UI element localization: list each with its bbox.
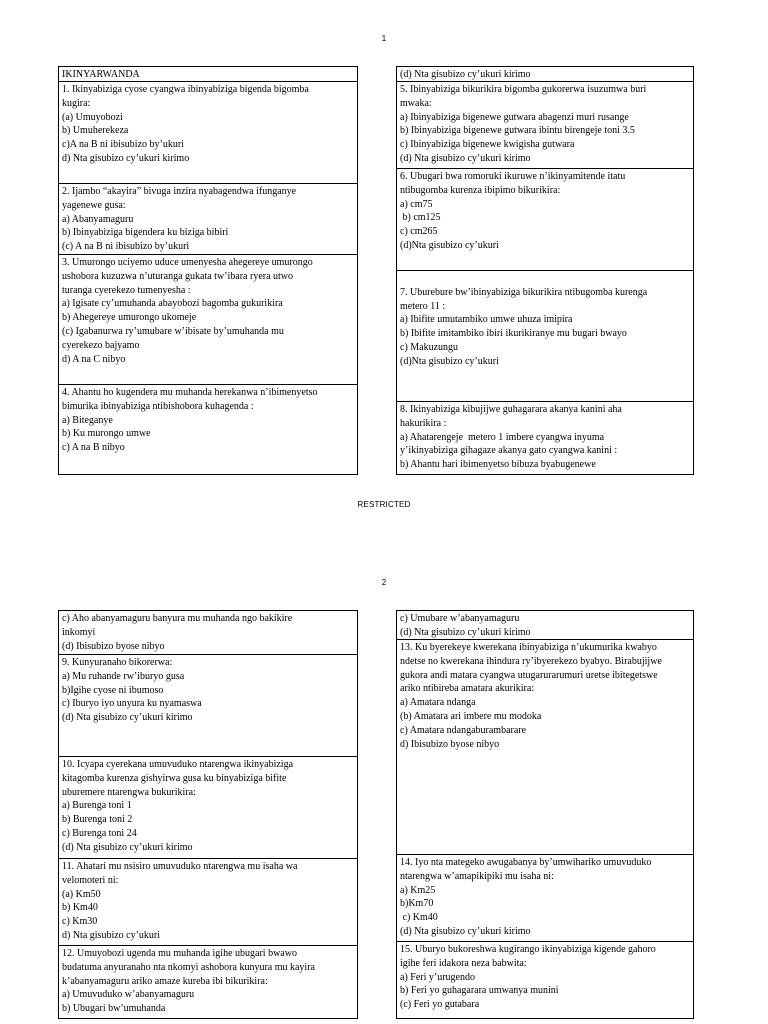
answer-option: (d) Nta gisubizo cy’ukuri kirimo — [400, 152, 531, 164]
question-text: 9. Kunyuranaho bikorerwa: — [62, 657, 173, 668]
question-cell — [397, 81, 693, 168]
question-text — [400, 272, 690, 286]
question-text: c) Aho abanyamaguru banyura mu muhanda ngo bakikire — [62, 613, 293, 624]
answer-option: (d) Nta gisubizo cy’ukuri kirimo — [400, 925, 531, 937]
answer-option: b) Burenga toni 2 — [62, 814, 133, 826]
answer-option: ntarengwa w’amapikipiki mu isaha ni: — [400, 870, 554, 882]
answer-option: (d) Ibisubizo byose nibyo — [62, 640, 165, 652]
question-cell — [397, 67, 693, 81]
answer-option: turanga cyerekezo tumenyesha : — [62, 284, 191, 296]
answer-option: (d)Nta gisubizo cy’ukuri — [400, 239, 499, 251]
question-text: c) Umubare w’abanyamaguru — [400, 613, 520, 624]
question-text: 3. Umurongo uciyemo uduce umenyesha ahegereye umurongo — [62, 257, 313, 268]
question-cell — [397, 854, 693, 941]
answer-option: b)Igihe cyose ni ibumoso — [62, 684, 164, 696]
question-text: IKINYARWANDA — [62, 69, 140, 80]
answer-option: a) Ibinyabiziga bigenewe gutwara abagenzi muri rusange — [400, 111, 629, 123]
answer-option: (c) Feri yo gutabara — [400, 999, 480, 1011]
answer-option: a) Km25 — [400, 884, 436, 896]
question-column-left — [58, 610, 358, 1019]
answer-option: metero 11 : — [400, 300, 446, 312]
answer-option: b) cm125 — [400, 212, 441, 224]
question-cell — [397, 611, 693, 639]
answer-option: mwaka: — [400, 97, 432, 109]
answer-option: (a) Umuyobozi — [62, 111, 123, 123]
answer-option: (d) Nta gisubizo cy’ukuri kirimo — [400, 626, 531, 638]
answer-option: ndetse no kwerekana ihindura ry’ibyerekezo byabyo. Birabujijwe — [400, 655, 662, 667]
question-cell — [59, 654, 357, 756]
question-text: 5. Ibinyabiziga bikurikira bigomba gukorerwa isuzumwa buri — [400, 84, 647, 95]
page-number: 1 — [381, 34, 387, 43]
answer-option: bimurika ibinyabiziga ntibishobora kuhagenda : — [62, 400, 254, 412]
answer-option: a) Abanyamaguru — [62, 213, 134, 225]
question-cell — [59, 756, 357, 858]
question-text: 4. Ahantu ho kugendera mu muhanda herekanwa n’ibimenyetso — [62, 387, 318, 398]
answer-option: a) Mu ruhande rw’iburyo gusa — [62, 670, 185, 682]
answer-option: kugira: — [62, 97, 91, 109]
question-cell — [59, 384, 357, 462]
answer-option: b) Km40 — [62, 902, 98, 914]
question-column-left — [58, 66, 358, 475]
question-cell — [59, 183, 357, 254]
question-cell — [59, 67, 357, 81]
answer-option: a) Igisate cy’umuhanda abayobozi bagomba gukurikira — [62, 298, 283, 310]
question-text: 8. Ikinyabiziga kibujijwe guhagarara akanya kanini aha — [400, 404, 622, 415]
answer-option: d) Nta gisubizo cy’ukuri — [62, 929, 161, 941]
question-text: 13. Ku byerekeye kwerekana ibinyabiziga n’ukumurika kwabyo — [400, 642, 657, 653]
question-text: 11. Ahatari mu nsisiro umuvuduko ntarengwa mu isaha wa — [62, 861, 298, 872]
question-cell — [59, 858, 357, 945]
answer-option: ushobora kuzuzwa n’uturanga gukata tw’ibara ryera utwo — [62, 270, 294, 282]
answer-option: gukora andi matara cyangwa utugarurarumuri uretse ibitegetswe — [400, 669, 658, 681]
answer-option: 7. Uburebure bw’ibinyabiziga bikurikira ntibugomba kurenga — [400, 286, 648, 298]
question-column-right — [396, 66, 694, 475]
answer-option: a) Amatara ndanga — [400, 697, 476, 709]
question-text: 2. Ijambo “akayira” bivuga inzira nyabagendwa ifunganye — [62, 186, 297, 197]
question-cell — [59, 611, 357, 654]
answer-option: ariko ntibireba amatara akurikira: — [400, 683, 535, 695]
answer-option: b) Ahantu hari ibimenyetso bibuza byabugenewe — [400, 459, 596, 471]
question-text: (d) Nta gisubizo cy’ukuri kirimo — [400, 69, 531, 80]
answer-option: (c) Igabanurwa ry’umubare w’ibisate by’umuhanda mu — [62, 325, 284, 337]
answer-option: a) Burenga toni 1 — [62, 800, 132, 812]
classification-footer: RESTRICTED — [357, 500, 411, 509]
answer-option: a) Ahatarengeje metero 1 imbere cyangwa inyuma — [400, 431, 605, 443]
answer-option: d) Ibisubizo byose nibyo — [400, 738, 500, 750]
question-cell — [397, 270, 693, 401]
answer-option: c)A na B ni ibisubizo by’ukuri — [62, 139, 184, 151]
answer-option: y’ikinyabiziga gihagaze akanya gato cyangwa kanini : — [400, 445, 618, 457]
answer-option: b)Km70 — [400, 898, 434, 910]
answer-option: a) Feri y’urugendo — [400, 971, 475, 983]
question-text: 14. Iyo nta mategeko awugabanya by’umwihariko umuvuduko — [400, 857, 652, 868]
page-number: 2 — [381, 578, 387, 587]
question-cell — [59, 254, 357, 384]
question-cell — [59, 945, 357, 1018]
question-text: 1. Ikinyabiziga cyose cyangwa ibinyabiziga bigenda bigomba — [62, 84, 309, 95]
question-text: 12. Umuyobozi ugenda mu muhanda igihe ubugari bwawo — [62, 948, 297, 959]
question-column-right — [396, 610, 694, 1019]
question-text: 15. Uburyo bukoreshwa kugirango ikinyabiziga kigende gahoro — [400, 944, 656, 955]
question-cell — [397, 941, 693, 1018]
answer-option: (d) Nta gisubizo cy’ukuri kirimo — [62, 841, 193, 853]
answer-option: d) A na C nibyo — [62, 353, 126, 365]
answer-option: yagenewe gusa: — [62, 199, 126, 211]
answer-option: (a) Km50 — [62, 888, 101, 900]
answer-option: a) cm75 — [400, 198, 433, 210]
answer-option: c) Km40 — [400, 912, 438, 924]
answer-option: (b) Amatara ari imbere mu modoka — [400, 710, 542, 722]
answer-option: hakurikira : — [400, 417, 447, 429]
answer-option: inkomyi — [62, 626, 96, 638]
answer-option: b) Ibinyabiziga bigenewe gutwara ibintu birengeje toni 3.5 — [400, 125, 635, 137]
answer-option: b) Feri yo guhagarara umwanya munini — [400, 985, 559, 997]
answer-option: c) A na B nibyo — [62, 442, 125, 454]
answer-option: budatuma anyuranaho nta nkomyi ashobora kunyura mu kayira — [62, 961, 315, 973]
answer-option: cyerekezo bajyamo — [62, 339, 140, 351]
question-text: 10. Icyapa cyerekana umuvuduko ntarengwa ikinyabiziga — [62, 759, 294, 770]
question-cell — [59, 81, 357, 183]
answer-option: b) Ibifite imitambiko ibiri ikurikiranye mu bugari bwayo — [400, 328, 627, 340]
answer-option: (d)Nta gisubizo cy’ukuri — [400, 355, 499, 367]
answer-option: a) Ibifite umutambiko umwe uhuza imipira — [400, 314, 573, 326]
answer-option: c) Ibinyabiziga bigenewe kwigisha gutwara — [400, 139, 575, 151]
answer-option: c) Burenga toni 24 — [62, 827, 137, 839]
answer-option: uburemere ntarengwa bukurikira: — [62, 786, 196, 798]
answer-option: b) Ahegereye umurongo ukomeje — [62, 312, 197, 324]
answer-option: b) Umuherekeza — [62, 125, 129, 137]
answer-option: b) Ubugari bw’umuhanda — [62, 1003, 166, 1015]
question-cell — [397, 168, 693, 270]
question-cell — [397, 401, 693, 472]
answer-option: a) Umuvuduko w’abanyamaguru — [62, 989, 195, 1001]
answer-option: ntibugomba kurenza ibipimo bikurikira: — [400, 184, 561, 196]
answer-option: b) Ku murongo umwe — [62, 428, 151, 440]
answer-option: k’abanyamaguru ariko amaze kureba ibi bikurikira: — [62, 975, 268, 987]
answer-option: (c) A na B ni ibisubizo by’ukuri — [62, 241, 190, 253]
answer-option: velomoteri ni: — [62, 874, 119, 886]
answer-option: c) Km30 — [62, 916, 98, 928]
answer-option: c) Makuzungu — [400, 341, 459, 353]
answer-option: (d) Nta gisubizo cy’ukuri kirimo — [62, 712, 193, 724]
answer-option: c) cm265 — [400, 226, 438, 238]
answer-option: kitagomba kurenza gishyirwa gusa ku binyabiziga bifite — [62, 772, 287, 784]
answer-option: a) Biteganye — [62, 414, 113, 426]
answer-option: igihe feri idakora neza babwita: — [400, 957, 527, 969]
question-text: 6. Ubugari bwa romoruki ikuruwe n’ikinyamitende itatu — [400, 171, 626, 182]
answer-option: c) Iburyo iyo unyura ku nyamaswa — [62, 698, 202, 710]
answer-option: b) Ibinyabiziga bigendera ku biziga bibiri — [62, 227, 229, 239]
question-cell — [397, 639, 693, 854]
answer-option: d) Nta gisubizo cy’ukuri kirimo — [62, 152, 190, 164]
answer-option: c) Amatara ndangaburambarare — [400, 724, 527, 736]
